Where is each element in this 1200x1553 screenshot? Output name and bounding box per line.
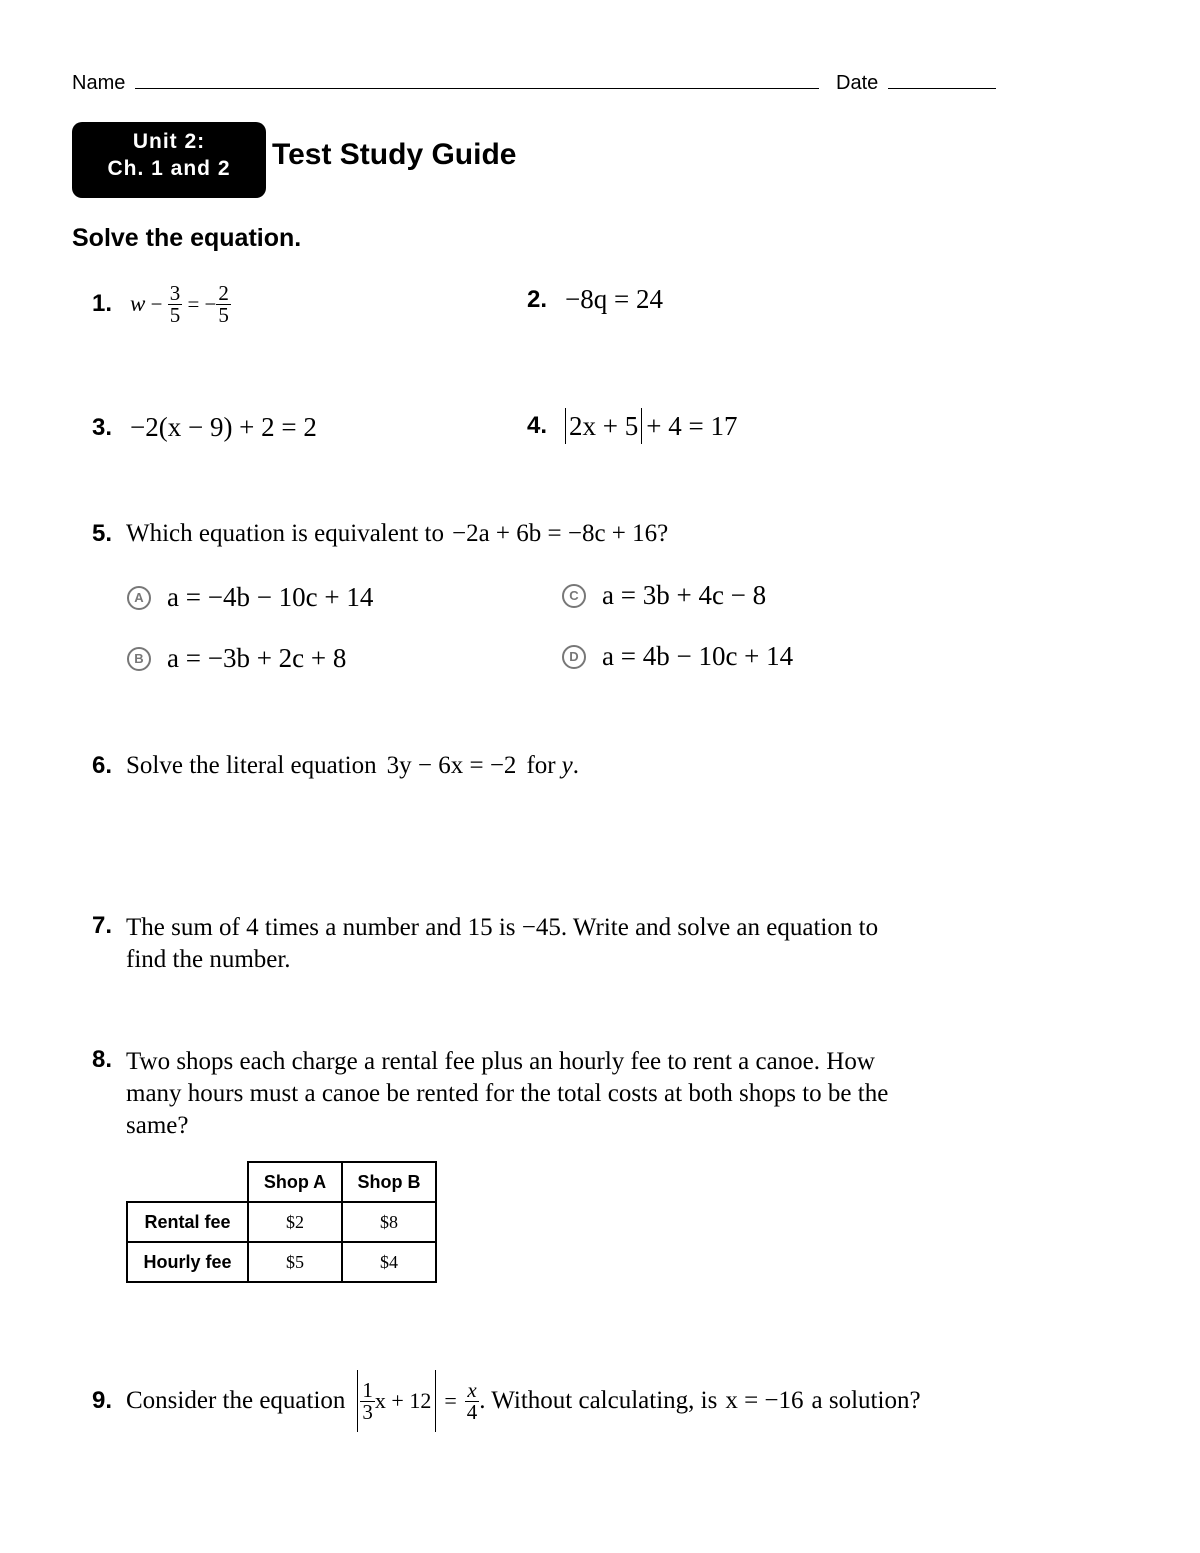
q9-fraction-2	[465, 1377, 480, 1424]
q6-prefix: Solve the literal equation	[126, 752, 377, 779]
header-shop-a: Shop A	[248, 1162, 342, 1202]
choice-d-text: a = 4b − 10c + 14	[602, 641, 794, 671]
q6-for: for	[526, 752, 556, 779]
question-4	[527, 408, 737, 444]
q2-equation: −8q = 24	[565, 284, 663, 314]
question-3	[92, 412, 317, 443]
name-label: Name	[72, 72, 126, 94]
abs-bar-left	[357, 1370, 358, 1432]
denominator: 4	[466, 1399, 478, 1424]
unit-badge	[72, 122, 266, 198]
question-number: 3.	[92, 413, 113, 441]
badge-line2: Ch. 1 and 2	[107, 157, 231, 180]
q7-line2: find the number.	[126, 946, 291, 973]
table-row	[127, 1242, 436, 1282]
q9-fraction-1	[360, 1377, 375, 1424]
denominator: 3	[362, 1399, 373, 1424]
question-5	[92, 520, 668, 548]
q4-absolute-value	[565, 408, 642, 444]
denominator: 5	[218, 302, 229, 327]
q6-equation: 3y − 6x = −2	[386, 752, 517, 779]
q1-minus: −	[145, 291, 168, 316]
q6-variable: y	[561, 752, 573, 779]
question-1	[92, 276, 231, 332]
name-field	[72, 72, 819, 95]
question-number: 4.	[527, 412, 548, 439]
q9-end: a solution?	[811, 1387, 921, 1414]
cell-shop-b: $8	[342, 1202, 436, 1242]
page-title: Test Study Guide	[272, 138, 517, 171]
choice-c[interactable]	[562, 580, 766, 611]
q4-abs-inner: 2x + 5	[569, 411, 639, 441]
q1-equals: = −	[182, 291, 217, 316]
question-number: 8.	[92, 1046, 113, 1073]
cell-shop-a: $5	[248, 1242, 342, 1282]
question-number: 5.	[92, 520, 113, 547]
date-label: Date	[836, 72, 879, 94]
question-number: 7.	[92, 912, 113, 939]
question-7	[92, 912, 878, 976]
question-9	[92, 1368, 921, 1434]
q3-equation: −2(x − 9) + 2 = 2	[130, 412, 317, 442]
question-6	[92, 752, 579, 780]
choice-a-text: a = −4b − 10c + 14	[167, 582, 374, 612]
header-shop-b: Shop B	[342, 1162, 436, 1202]
numerator: 1	[362, 1377, 373, 1402]
question-number: 9.	[92, 1387, 113, 1414]
table-corner	[127, 1162, 248, 1202]
choice-a-bubble[interactable]: A	[127, 586, 151, 610]
q9-inner-rest: x + 12	[374, 1388, 432, 1413]
numerator: 3	[169, 280, 181, 305]
q6-end: .	[572, 752, 579, 779]
table-header-row	[127, 1162, 436, 1202]
question-number: 2.	[527, 285, 548, 313]
choice-c-text: a = 3b + 4c − 8	[602, 580, 767, 610]
question-8	[92, 1046, 888, 1142]
cell-shop-b: $4	[342, 1242, 436, 1282]
numerator: x	[465, 1380, 480, 1402]
q7-line1: The sum of 4 times a number and 15 is −45. Write and solve an equation to	[126, 914, 879, 941]
choice-b-text: a = −3b + 2c + 8	[167, 643, 347, 673]
abs-bar-right	[435, 1370, 436, 1432]
q1-fraction-2	[216, 280, 231, 327]
q9-equals: =	[444, 1388, 457, 1413]
numerator: 2	[218, 280, 229, 305]
q4-rest: + 4 = 17	[646, 410, 738, 441]
badge-line1: Unit 2:	[132, 130, 206, 153]
name-line[interactable]	[135, 87, 819, 89]
choice-b-bubble[interactable]: B	[127, 647, 151, 671]
date-field	[836, 72, 996, 95]
q9-prefix: Consider the equation	[126, 1387, 346, 1414]
cell-shop-a: $2	[248, 1202, 342, 1242]
q8-line1: Two shops each charge a rental fee plus an hourly fee to rent a canoe. How	[126, 1048, 875, 1075]
row-label: Hourly fee	[127, 1242, 248, 1282]
date-line[interactable]	[888, 87, 996, 89]
q1-variable: w	[130, 291, 146, 316]
q5-equation: −2a + 6b = −8c + 16?	[451, 520, 669, 547]
choice-d-bubble[interactable]: D	[562, 645, 586, 669]
question-number: 6.	[92, 752, 113, 779]
q5-prompt: Which equation is equivalent to	[126, 520, 444, 547]
q9-test: x = −16	[725, 1387, 804, 1414]
table-row	[127, 1202, 436, 1242]
denominator: 5	[169, 302, 181, 327]
choice-d[interactable]	[562, 641, 793, 672]
question-number: 1.	[92, 290, 113, 317]
choice-b[interactable]	[127, 643, 346, 674]
question-2	[527, 284, 663, 315]
q1-fraction-1	[168, 280, 183, 327]
section-heading: Solve the equation.	[72, 224, 302, 252]
choice-c-bubble[interactable]: C	[562, 584, 586, 608]
q8-line3: same?	[126, 1112, 189, 1139]
choice-a[interactable]	[127, 582, 373, 613]
fee-table	[126, 1161, 437, 1283]
q9-suffix: . Without calculating, is	[479, 1387, 718, 1414]
row-label: Rental fee	[127, 1202, 248, 1242]
q8-line2: many hours must a canoe be rented for the total costs at both shops to be the	[126, 1080, 889, 1107]
